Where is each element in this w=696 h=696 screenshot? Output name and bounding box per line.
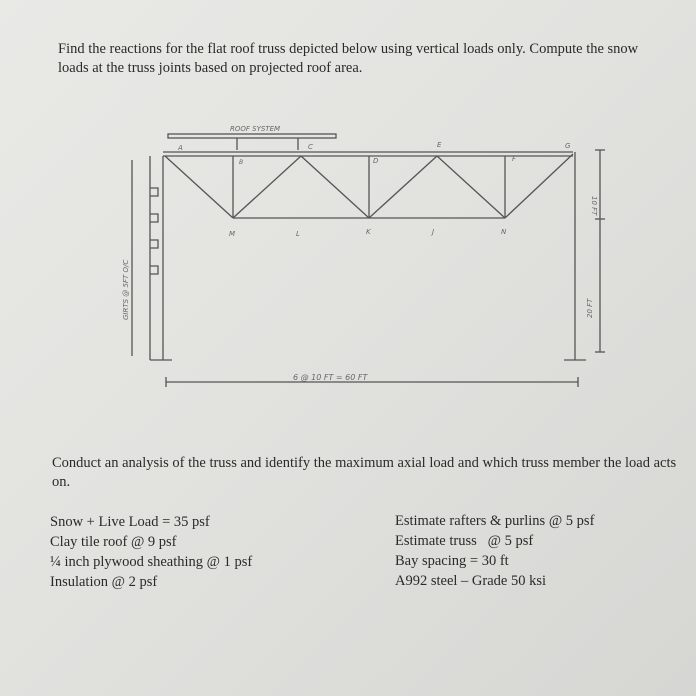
- joint-label-n: N: [501, 228, 507, 236]
- joint-label-j: J: [432, 228, 435, 236]
- load-item: ¼ inch plywood sheathing @ 1 psf: [50, 554, 253, 570]
- roof-deck: [168, 134, 336, 138]
- span-label: 6 @ 10 FT = 60 FT: [293, 373, 368, 382]
- girt-2: [150, 214, 158, 222]
- roof-system-label: ROOF SYSTEM: [230, 125, 281, 133]
- load-item: Insulation @ 2 psf: [50, 574, 158, 590]
- load-item: Bay spacing = 30 ft: [395, 553, 509, 569]
- joint-label-a: A: [178, 144, 183, 152]
- joint-label-b: B: [239, 159, 244, 166]
- load-item: Snow + Live Load = 35 psf: [50, 514, 210, 530]
- column-height-label: 20 FT: [586, 298, 594, 318]
- loads-left-list: [50, 512, 350, 592]
- load-item: Clay tile roof @ 9 psf: [50, 534, 177, 550]
- analysis-instruction: Conduct an analysis of the truss and identify the maximum axial load and which truss member the load acts on.: [52, 455, 677, 490]
- joint-label-c: C: [308, 143, 313, 151]
- joint-label-k: K: [366, 228, 371, 236]
- girt-3: [150, 240, 158, 248]
- diagonal-JN: [437, 156, 505, 218]
- girt-4: [150, 266, 158, 274]
- diagonal-ML: [233, 156, 301, 218]
- girts-label: GIRTS @ 5FT O/C: [122, 259, 130, 320]
- problem-prompt: Find the reactions for the flat roof truss depicted below using vertical loads only. Compute the snow loads at the truss joints based on projected roof area.: [58, 41, 639, 76]
- load-item: A992 steel – Grade 50 ksi: [395, 573, 547, 589]
- diagonal-KJ: [369, 156, 437, 218]
- joint-label-d: D: [373, 157, 379, 165]
- end-diagonal-right: [505, 154, 573, 218]
- joint-label-l: L: [296, 230, 300, 238]
- loads-right-list: [395, 511, 675, 591]
- load-item: Estimate rafters & purlins @ 5 psf: [395, 513, 595, 529]
- end-diagonal-left: [165, 156, 233, 218]
- diagonal-LK: [301, 156, 369, 218]
- girt-1: [150, 188, 158, 196]
- joint-label-m: M: [229, 230, 236, 238]
- joint-label-g: G: [565, 142, 571, 150]
- joint-label-e: E: [437, 141, 442, 149]
- truss-depth-label: 10 FT: [590, 196, 598, 216]
- joint-label-f: F: [512, 155, 517, 163]
- load-item: Estimate truss @ 5 psf: [395, 533, 534, 549]
